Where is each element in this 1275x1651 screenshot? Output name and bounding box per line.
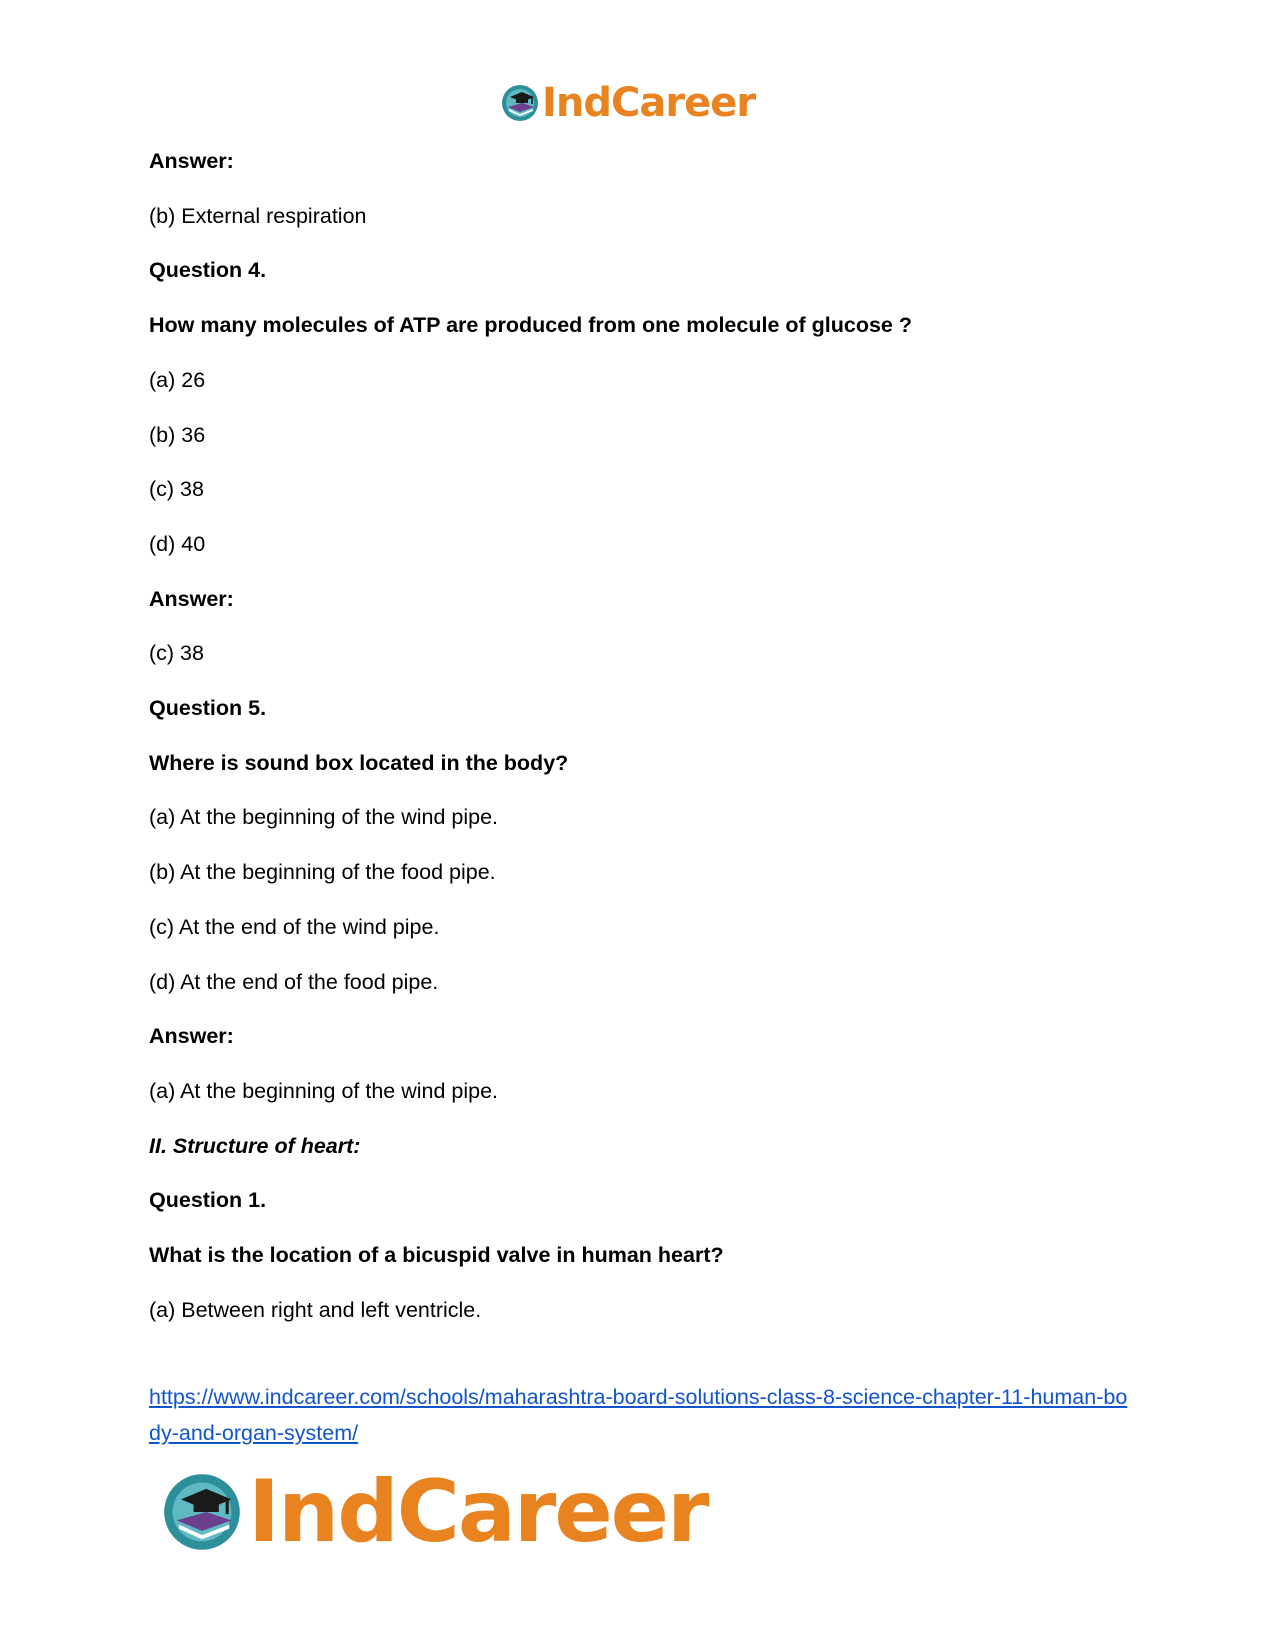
source-link[interactable]: https://www.indcareer.com/schools/maharashtra-board-solutions-class-8-science-chapter-11-human-body-and-organ-system/	[149, 1385, 1128, 1445]
header-logo	[500, 80, 755, 126]
text-line: (a) 26	[149, 368, 206, 392]
text-line: Answer:	[149, 1024, 234, 1048]
text-line: What is the location of a bicuspid valve in human heart?	[149, 1243, 724, 1267]
text-line: (c) 38	[149, 477, 204, 501]
text-line: Question 5.	[149, 696, 267, 720]
text-line: II. Structure of heart:	[149, 1134, 361, 1158]
text-line: Answer:	[149, 587, 234, 611]
text-line: How many molecules of ATP are produced from one molecule of glucose ?	[149, 313, 912, 337]
brand-name-large: IndCareer	[248, 1462, 708, 1562]
text-line: (d) At the end of the food pipe.	[149, 970, 439, 994]
text-line: Question 4.	[149, 258, 267, 282]
text-line: Answer:	[149, 149, 234, 173]
footer-logo	[160, 1462, 707, 1562]
graduation-cap-book-icon	[160, 1470, 244, 1554]
text-line: (a) Between right and left ventricle.	[149, 1298, 482, 1322]
text-line: (a) At the beginning of the wind pipe.	[149, 805, 499, 829]
text-line: (c) At the end of the wind pipe.	[149, 915, 440, 939]
text-line: Question 1.	[149, 1188, 267, 1212]
brand-name: IndCareer	[542, 80, 756, 126]
text-line: (c) 38	[149, 641, 204, 665]
text-line: (b) 36	[149, 423, 206, 447]
text-line: (a) At the beginning of the wind pipe.	[149, 1079, 499, 1103]
text-line: (b) At the beginning of the food pipe.	[149, 860, 496, 884]
text-line: (d) 40	[149, 532, 206, 556]
text-line: Where is sound box located in the body?	[149, 751, 569, 775]
graduation-cap-book-icon	[500, 83, 540, 123]
text-line: (b) External respiration	[149, 204, 367, 228]
